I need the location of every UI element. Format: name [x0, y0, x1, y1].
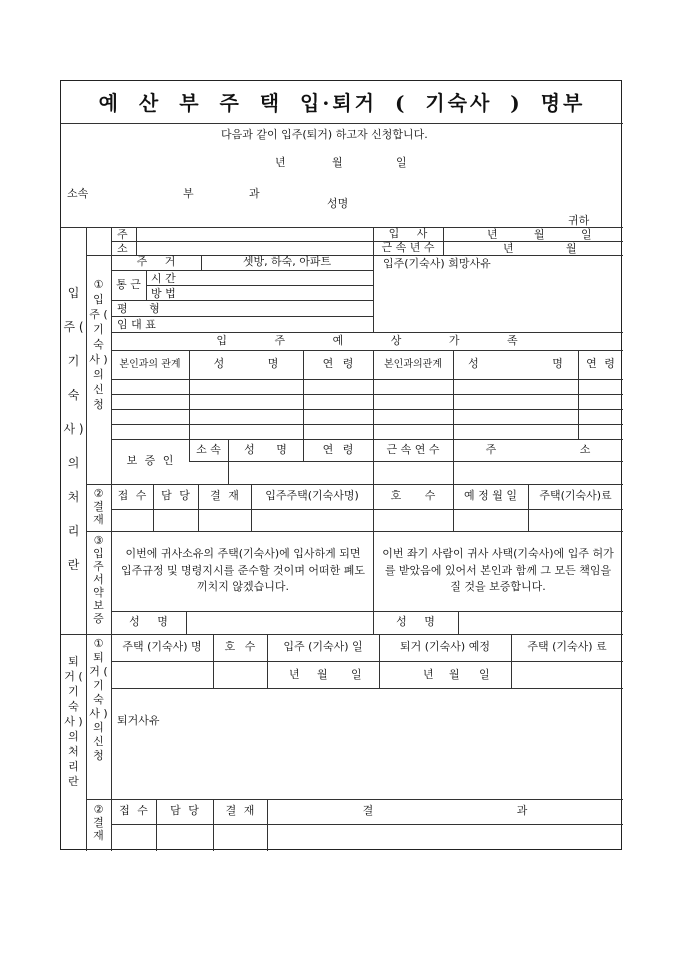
- rule: [86, 531, 623, 532]
- residence-label: 주 거: [136, 255, 176, 269]
- service-year: 년: [503, 242, 514, 255]
- apply-label: ① 입주 ( 기숙사 ) 의 신청: [89, 278, 108, 411]
- join-day: 일: [581, 228, 592, 241]
- rule: [111, 824, 623, 825]
- out-in-charge-label: 담 당: [170, 804, 199, 818]
- out-in-day: 일: [351, 668, 362, 681]
- rule: [111, 424, 623, 425]
- page-title: 예 산 부 주 택 입·퇴거 ( 기숙사 ) 명부: [98, 90, 586, 115]
- out-housing-name-label: 주택 (기숙사) 명: [122, 640, 202, 654]
- out-decision-label: 결 재: [225, 804, 255, 818]
- join-year: 년: [487, 228, 498, 241]
- out-result-label: 결 과: [362, 804, 528, 818]
- guarantor-sign-label: 성 명: [396, 615, 435, 629]
- commute-method-label: 방 법: [151, 287, 176, 300]
- housing-fee-label: 주택(기숙사)료: [539, 489, 612, 503]
- out-sched-year: 년: [423, 668, 434, 681]
- rule: [111, 316, 373, 317]
- out-fee-label: 주택 (기숙사) 료: [527, 640, 607, 654]
- affiliation-label: 소속: [67, 187, 89, 200]
- address-label-2: 소: [117, 242, 128, 255]
- housing-name-label: 입주주택(기숙사명): [265, 489, 359, 503]
- rule: [111, 394, 623, 395]
- dept-label: 부: [183, 187, 194, 200]
- pledge-text-left: 이번에 귀사소유의 주택(기숙사)에 입사하게 되면 입주규정 및 명령지시를 준수할 것이며 어떠한 폐도 끼치지 않겠습니다.: [120, 547, 366, 594]
- rule: [111, 409, 623, 410]
- wish-reason-label: 입주(기숙사) 희망사유: [383, 257, 491, 270]
- rule: [136, 227, 137, 255]
- out-receipt-label: 접 수: [119, 804, 148, 818]
- date-year: 년: [275, 156, 286, 169]
- guarantor-age-header: 연 령: [322, 442, 354, 456]
- join-month: 월: [534, 228, 545, 241]
- rule: [111, 270, 373, 271]
- rule: [111, 227, 112, 851]
- service-month: 월: [566, 242, 577, 255]
- rule: [111, 661, 623, 662]
- guarantor-affil-header: 소 속: [196, 442, 221, 456]
- rule: [61, 123, 623, 124]
- receipt-label: 접 수: [117, 489, 147, 503]
- rule: [111, 688, 623, 689]
- out-apply-label: ① 퇴거 ( 기숙사 ) 의 신청: [89, 637, 108, 762]
- guarantor-label: 보 증 인: [126, 454, 174, 468]
- name-header: 성 명: [213, 357, 279, 371]
- rule: [111, 611, 623, 612]
- rule: [111, 300, 373, 301]
- commute-time-label: 시 간: [151, 272, 176, 285]
- rule: [458, 611, 459, 634]
- rule: [86, 227, 87, 851]
- address-label-1: 주: [117, 228, 128, 241]
- scheduled-date-label: 예 정 월 일: [464, 489, 517, 503]
- rule: [111, 509, 623, 510]
- date-month: 월: [332, 156, 343, 169]
- age-header-2: 연 령: [586, 357, 615, 371]
- out-room-label: 호 수: [224, 640, 256, 654]
- in-charge-label: 담 당: [161, 489, 190, 503]
- section-label: 과: [249, 187, 260, 200]
- out-scheduled-label: 퇴거 (기숙사) 예정: [400, 640, 490, 654]
- intro-text: 다음과 같이 입주(퇴거) 하고자 신청합니다.: [221, 128, 428, 141]
- decision-label: 결 재: [210, 489, 239, 503]
- recipient-label: 귀하: [568, 214, 590, 227]
- section-move-out-label: 퇴거 ( 기숙사 ) 의 처리란: [64, 655, 83, 788]
- out-reason-label: 퇴거사유: [117, 714, 160, 727]
- pledge-text-right: 이번 좌기 사람이 귀사 사택(기숙사)에 입주 허가를 받았음에 있어서 본인과 함께 그 모든 책임을 질 것을 보증합니다.: [382, 547, 614, 594]
- family-header: 입 주 예 상 가 족: [216, 333, 518, 347]
- commute-label: 통 근: [116, 277, 141, 291]
- guarantor-years-header: 근 속 연 수: [386, 442, 440, 456]
- rule: [111, 241, 623, 242]
- residence-types: 셋방, 하숙, 아파트: [242, 255, 332, 269]
- join-date-label: 입 사: [388, 226, 428, 240]
- area-label: 평 형: [117, 302, 160, 315]
- rent-label: 임 대 표: [117, 318, 156, 331]
- rule: [186, 611, 187, 634]
- years-service-label: 근 속 년 수: [381, 240, 435, 254]
- out-in-month: 월: [317, 668, 328, 681]
- pledger-name-label: 성 명: [129, 615, 168, 629]
- out-move-in-label: 입주 (기숙사) 일: [283, 640, 363, 654]
- name-header-2: 성 명: [468, 357, 563, 371]
- section-move-in-label: 입 주 ( 기 숙 사 ) 의 처 리 란: [63, 286, 84, 572]
- guarantor-address-header: 주 소: [485, 442, 591, 456]
- out-approval-label: ② 결재: [93, 803, 104, 842]
- residence-register-form: [60, 80, 622, 850]
- room-no-label: 호 수: [390, 489, 436, 503]
- rule: [189, 461, 623, 462]
- rule: [146, 270, 147, 300]
- rule: [443, 227, 444, 255]
- rule: [111, 379, 623, 380]
- approval-label: ② 결재: [93, 487, 104, 526]
- relation-header: 본인과의 관계: [119, 358, 181, 370]
- applicant-name-label: 성명: [327, 197, 349, 210]
- out-sched-month: 월: [449, 668, 460, 681]
- date-day: 일: [396, 156, 407, 169]
- pledge-label: ③ 입주서약 보증: [93, 534, 104, 625]
- relation-header-2: 본인과의관계: [384, 358, 442, 370]
- age-header: 연 령: [322, 357, 354, 371]
- rule: [146, 285, 373, 286]
- out-sched-day: 일: [479, 668, 490, 681]
- out-in-year: 년: [289, 668, 300, 681]
- guarantor-name-header: 성 명: [244, 442, 287, 456]
